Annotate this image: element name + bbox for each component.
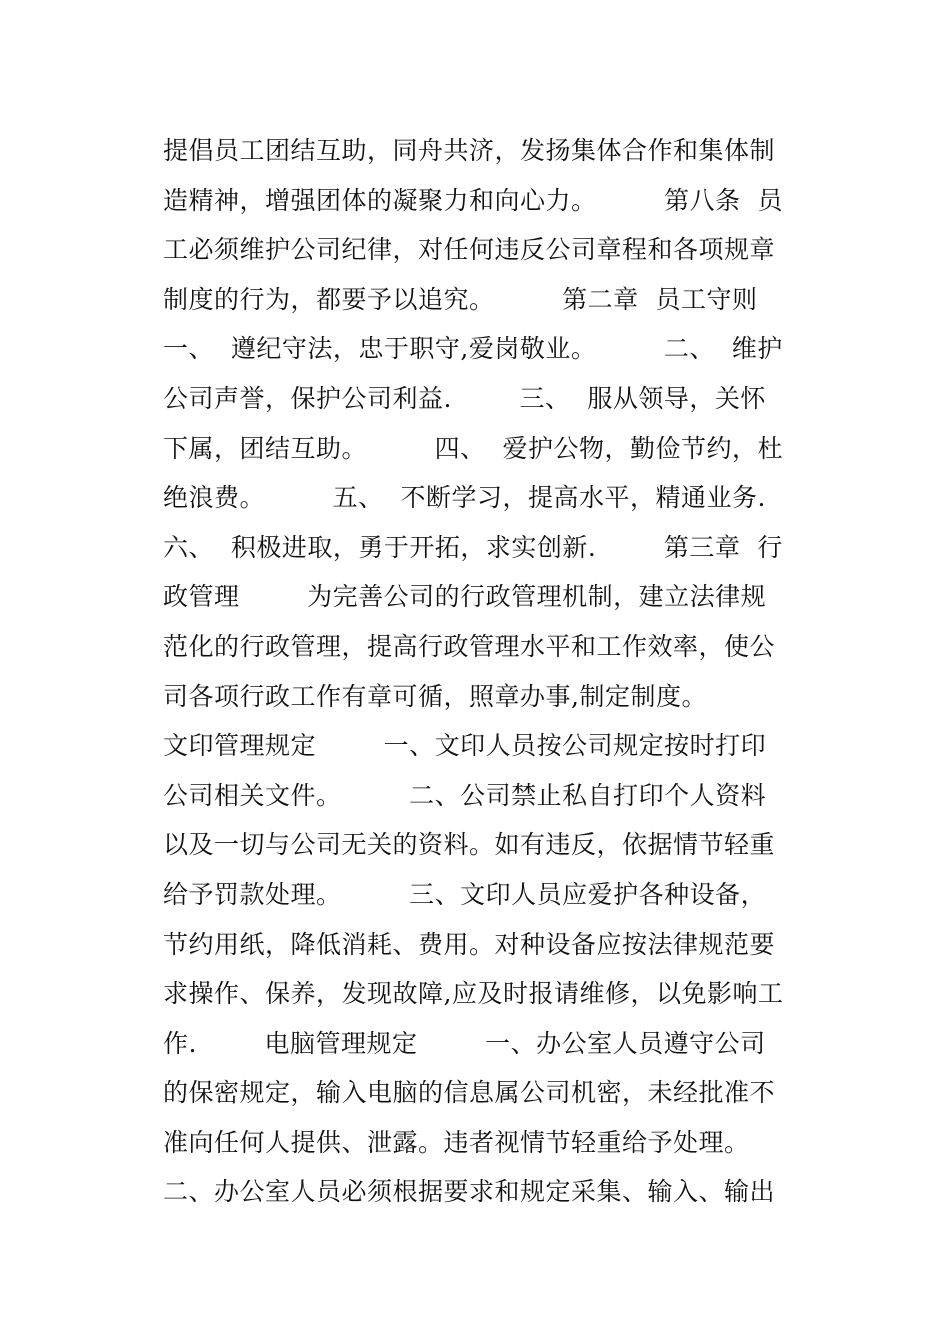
body-line: 政管理 为完善公司的行政管理机制，建立法律规: [163, 582, 767, 612]
body-line: 造精神，增强团体的凝聚力和向心力。 第八条 员: [163, 185, 783, 215]
body-line: 二、办公室人员必须根据要求和规定采集、输入、输出: [163, 1177, 776, 1207]
body-line: 文印管理规定 一、文印人员按公司规定按时打印: [163, 731, 767, 761]
body-line: 绝浪费。 五、 不断学习，提高水平，精通业务.: [163, 483, 766, 513]
body-line: 的保密规定，输入电脑的信息属公司机密，未经批准不: [163, 1078, 776, 1108]
body-line: 公司声誉，保护公司利益. 三、 服从领导，关怀: [163, 383, 766, 413]
body-line: 一、 遵纪守法，忠于职守,爱岗敬业。 二、 维护: [163, 334, 783, 364]
document-body: [163, 126, 803, 1217]
body-line: 作. 电脑管理规定 一、办公室人员遵守公司: [163, 1028, 766, 1058]
body-line: 工必须维护公司纪律，对任何违反公司章程和各项规章: [163, 235, 776, 265]
body-line: 提倡员工团结互助，同舟共济，发扬集体合作和集体制: [163, 136, 776, 165]
body-line: 求操作、保养，发现故障,应及时报请维修，以免影响工: [163, 979, 784, 1009]
body-line: 以及一切与公司无关的资料。如有违反，依据情节轻重: [163, 830, 776, 860]
body-line: 公司相关文件。 二、公司禁止私自打印个人资料: [163, 780, 767, 810]
body-line: 制度的行为，都要予以追究。 第二章 员工守则: [163, 284, 758, 314]
body-line: 范化的行政管理，提高行政管理水平和工作效率，使公: [163, 631, 776, 661]
body-line: 下属，团结互助。 四、 爱护公物，勤俭节约，杜: [163, 433, 783, 463]
body-line: 节约用纸，降低消耗、费用。对种设备应按法律规范要: [163, 929, 776, 959]
body-line: 司各项行政工作有章可循，照章办事,制定制度。: [163, 681, 707, 711]
body-line: 给予罚款处理。 三、文印人员应爱护各种设备，: [163, 879, 767, 909]
body-line: 准向任何人提供、泄露。违者视情节轻重给予处理。: [163, 1127, 750, 1157]
body-line: 六、 积极进取，勇于开拓，求实创新. 第三章 行: [163, 532, 783, 562]
